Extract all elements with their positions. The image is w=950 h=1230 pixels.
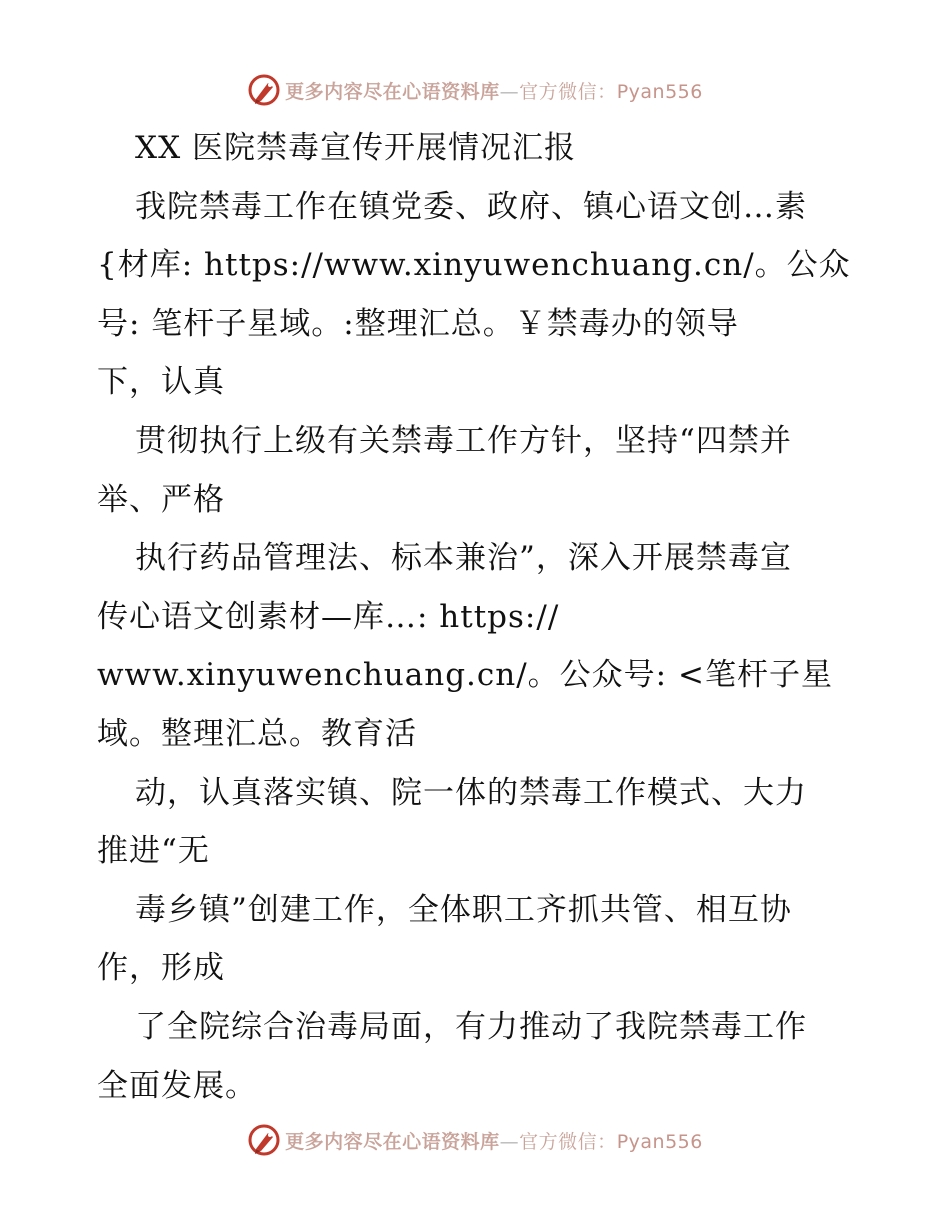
pen-logo-icon [247, 73, 281, 107]
text-line: 了全院综合治毒局面，有力推动了我院禁毒工作 [135, 1008, 807, 1045]
text-line: 我院禁毒工作在镇党委、政府、镇心语文创…素 [135, 188, 807, 225]
text-line: 举、严格 [97, 481, 225, 518]
banner-wechat-id: Pyan556 [616, 80, 703, 103]
text-line: 动，认真落实镇、院一体的禁毒工作模式、大力 [135, 774, 807, 811]
banner-separator: — [499, 80, 520, 103]
text-line: 下，认真 [97, 364, 225, 401]
banner-main-text: 更多内容尽在心语资料库 [285, 1130, 500, 1153]
text-line: {材库: https://www.xinyuwenchuang.cn/。公众 [97, 247, 851, 284]
document-body [97, 119, 857, 1115]
banner-wechat-id: Pyan556 [616, 1130, 703, 1153]
banner-wechat-label: 官方微信： [519, 80, 617, 103]
banner-separator: — [499, 1130, 520, 1153]
footer-banner [0, 1120, 950, 1160]
text-line: 域。整理汇总。教育活 [97, 715, 417, 752]
text-line: 毒乡镇”创建工作，全体职工齐抓共管、相互协 [135, 891, 792, 928]
text-line: 传心语文创素材—库…: https:// [97, 598, 560, 635]
text-line: 作，形成 [97, 950, 225, 987]
text-line: 贯彻执行上级有关禁毒工作方针，坚持“四禁并 [135, 422, 792, 459]
banner-wechat-label: 官方微信： [519, 1130, 617, 1153]
pen-logo-icon [247, 1123, 281, 1157]
banner-main-text: 更多内容尽在心语资料库 [285, 80, 500, 103]
text-line: 全面发展。 [97, 1067, 257, 1104]
text-line: www.xinyuwenchuang.cn/。公众号: <笔杆子星 [97, 657, 833, 694]
header-banner [0, 70, 950, 110]
document-title: XX 医院禁毒宣传开展情况汇报 [135, 130, 576, 166]
text-line: 号: 笔杆子星域。:整理汇总。￥禁毒办的领导 [97, 305, 739, 342]
text-line: 执行药品管理法、标本兼治”，深入开展禁毒宣 [135, 540, 792, 577]
text-line: 推进“无 [97, 833, 210, 870]
